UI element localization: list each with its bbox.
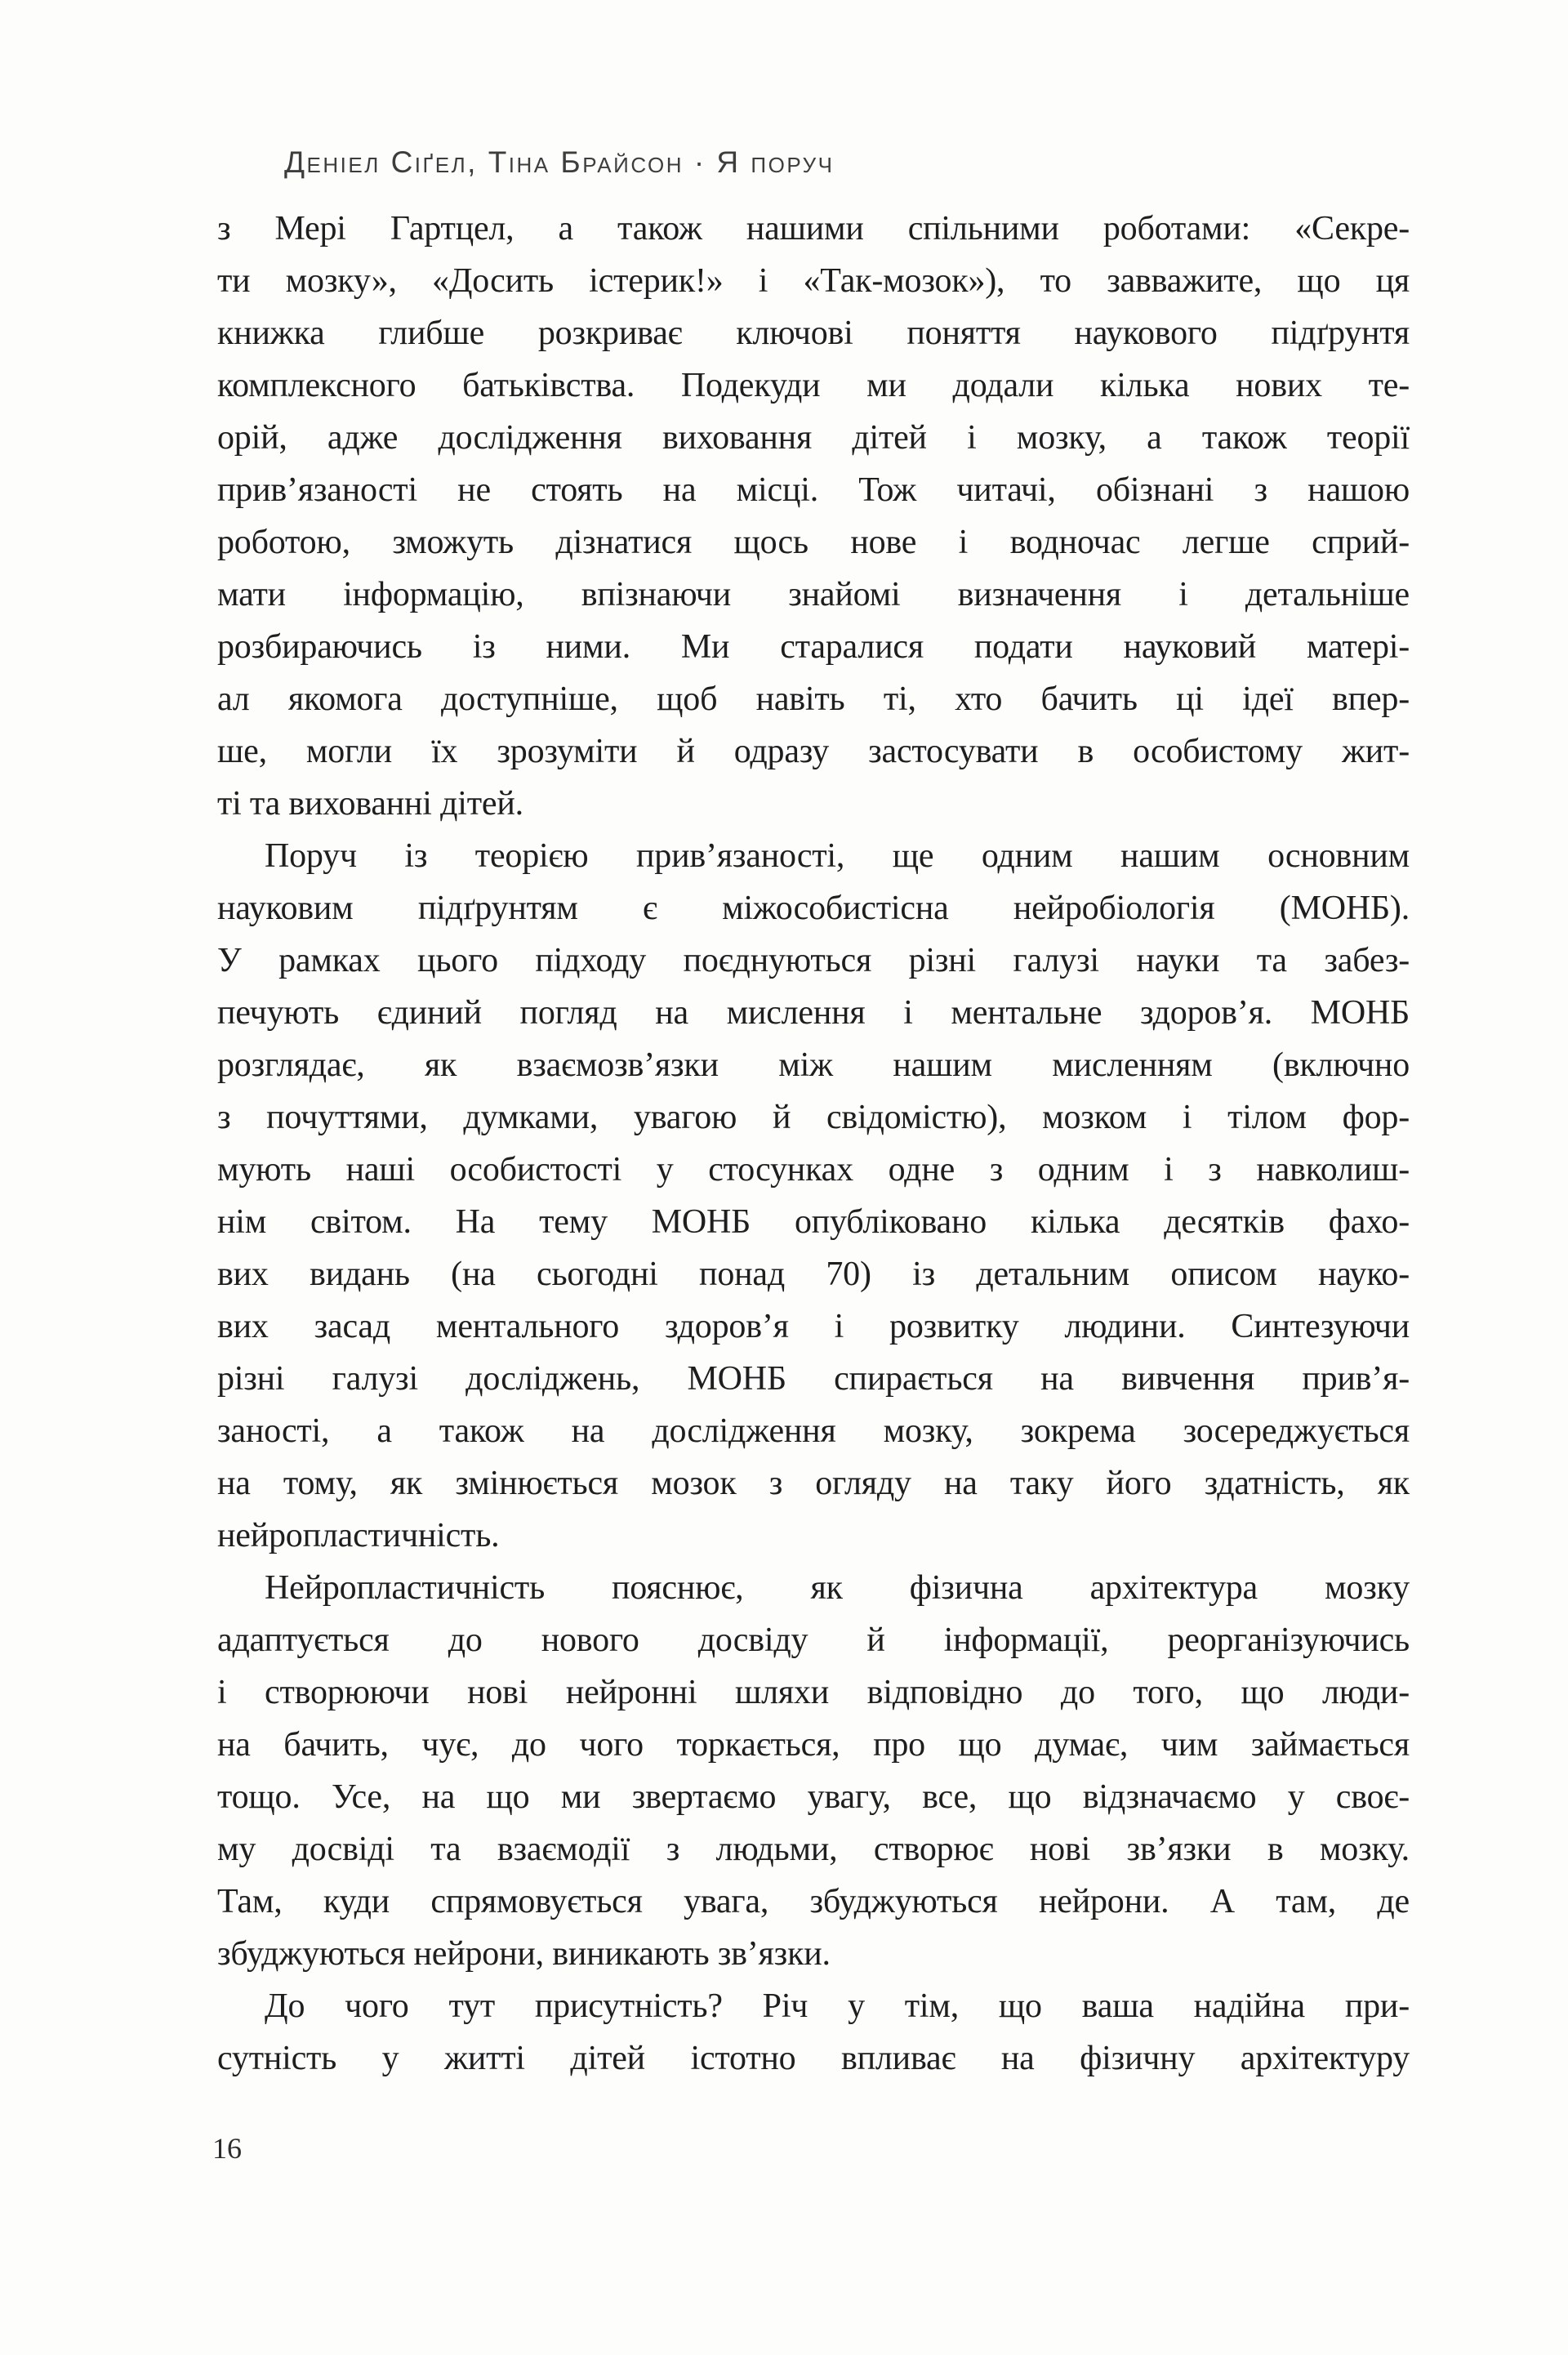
text-line: з почуттями, думками, увагою й свідомістю), мозком і тілом фор- bbox=[217, 1099, 1410, 1136]
running-header: Деніел Сіґел, Тіна Брайсон · Я поруч bbox=[284, 145, 835, 179]
text-line: розглядає, як взаємозв’язки між нашим мисленням (включно bbox=[217, 1046, 1410, 1084]
text-line: нім світом. На тему МОНБ опубліковано кілька десятків фахо- bbox=[217, 1203, 1410, 1241]
text-line: нейропластичність. bbox=[217, 1517, 500, 1554]
text-line: Там, куди спрямовується увага, збуджуються нейрони. А там, де bbox=[217, 1883, 1410, 1920]
text-line: вих видань (на сьогодні понад 70) із детальним описом науко- bbox=[217, 1256, 1410, 1293]
text-line: науковим підґрунтям є міжособистісна нейробіологія (МОНБ). bbox=[217, 890, 1410, 927]
text-line: мують наші особистості у стосунках одне з одним і з навколиш- bbox=[217, 1151, 1410, 1189]
text-line: му досвіді та взаємодії з людьми, створює нові зв’язки в мозку. bbox=[217, 1831, 1410, 1868]
text-line: прив’язаності не стоять на місці. Тож читачі, обізнані з нашою bbox=[217, 471, 1410, 509]
text-line: адаптується до нового досвіду й інформації, реорганізуючись bbox=[217, 1621, 1410, 1659]
text-line: мати інформацію, впізнаючи знайомі визначення і детальніше bbox=[217, 576, 1410, 613]
text-line: печують єдиний погляд на мислення і ментальне здоров’я. МОНБ bbox=[217, 994, 1410, 1032]
page-body-text bbox=[217, 203, 1410, 2085]
text-line: ти мозку», «Досить істерик!» і «Так-мозок»), то завважите, що ця bbox=[217, 262, 1410, 300]
text-line: різні галузі досліджень, МОНБ спирається на вивчення прив’я- bbox=[217, 1360, 1410, 1398]
text-line: ті та вихованні дітей. bbox=[217, 785, 523, 823]
text-line: на тому, як змінюється мозок з огляду на таку його здатність, як bbox=[217, 1465, 1410, 1502]
text-line: Нейропластичність пояснює, як фізична архітектура мозку bbox=[265, 1569, 1410, 1607]
page-number: 16 bbox=[212, 2132, 242, 2165]
text-line: тощо. Усе, на що ми звертаємо увагу, все, що відзначаємо у своє- bbox=[217, 1778, 1410, 1816]
text-line: на бачить, чує, до чого торкається, про що думає, чим займається bbox=[217, 1726, 1410, 1764]
text-line: ал якомога доступніше, щоб навіть ті, хто бачить ці ідеї впер- bbox=[217, 680, 1410, 718]
text-line: книжка глибше розкриває ключові поняття наукового підґрунтя bbox=[217, 314, 1410, 352]
text-line: комплексного батьківства. Подекуди ми додали кілька нових те- bbox=[217, 367, 1410, 404]
text-line: збуджуються нейрони, виникають зв’язки. bbox=[217, 1935, 831, 1973]
text-line: орій, адже дослідження виховання дітей і мозку, а також теорії bbox=[217, 419, 1410, 457]
text-line: Поруч із теорією прив’язаності, ще одним нашим основним bbox=[265, 837, 1410, 875]
text-line: До чого тут присутність? Річ у тім, що ваша надійна при- bbox=[265, 1987, 1410, 2025]
text-line: У рамках цього підходу поєднуються різні галузі науки та забез- bbox=[217, 942, 1410, 979]
text-line: сутність у житті дітей істотно впливає на фізичну архітектуру bbox=[217, 2040, 1410, 2077]
text-line: і створюючи нові нейронні шляхи відповідно до того, що люди- bbox=[217, 1674, 1410, 1711]
text-line: роботою, зможуть дізнатися щось нове і водночас легше сприй- bbox=[217, 524, 1410, 561]
text-line: заності, а також на дослідження мозку, зокрема зосереджується bbox=[217, 1412, 1410, 1450]
text-line: розбираючись із ними. Ми старалися подати науковий матері- bbox=[217, 628, 1410, 666]
text-line: з Мері Гартцел, а також нашими спільними роботами: «Секре- bbox=[217, 210, 1410, 248]
text-line: вих засад ментального здоров’я і розвитку людини. Синтезуючи bbox=[217, 1308, 1410, 1345]
text-line: ше, могли їх зрозуміти й одразу застосувати в особистому жит- bbox=[217, 733, 1410, 770]
